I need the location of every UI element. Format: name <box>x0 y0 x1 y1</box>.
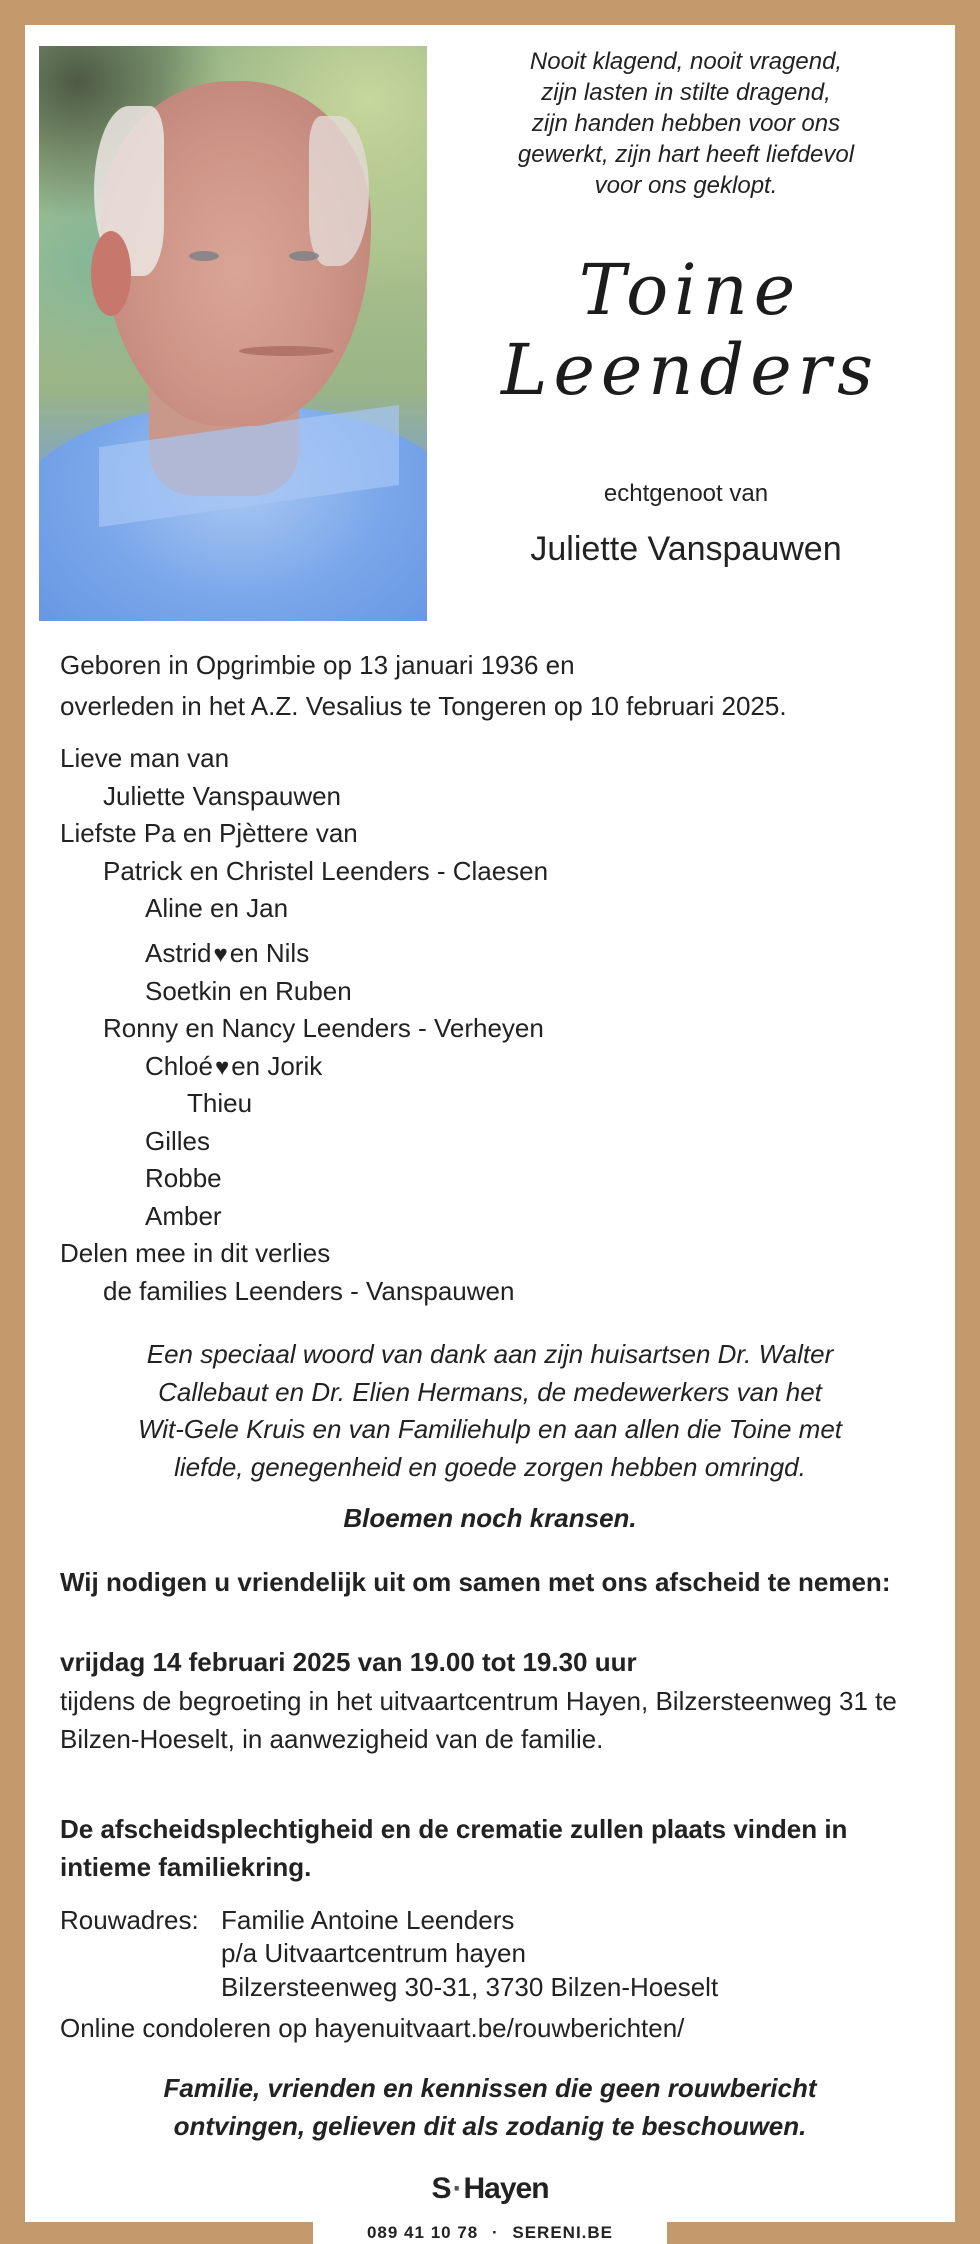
family-member-name: Thieu <box>187 1088 253 1118</box>
family-member-name: Chloé <box>145 1051 213 1081</box>
notice-message <box>60 2070 920 2145</box>
family-member-name: Astrid <box>145 938 212 968</box>
heart-icon: ♥ <box>213 941 228 968</box>
notice-line: Familie, vrienden en kennissen die geen rouwbericht <box>163 2073 817 2103</box>
no-flowers-note: Bloemen noch kransen. <box>343 1503 637 1533</box>
family-member-name: Patrick en Christel Leenders - Claesen <box>103 856 549 886</box>
family-member-name: Ronny en Nancy Leenders - Verheyen <box>103 1013 544 1043</box>
spouse-label: echtgenoot van <box>603 480 769 507</box>
deceased-last-name: Leenders <box>500 329 880 411</box>
online-condolence-link[interactable]: Online condoleren op hayenuitvaart.be/rouwberichten/ <box>60 2013 685 2043</box>
family-member-name: Robbe <box>145 1163 222 1193</box>
family-member-name: Lieve man van <box>60 743 230 773</box>
family-member-name: Aline en Jan <box>145 893 289 923</box>
address-line: p/a Uitvaartcentrum hayen <box>221 1938 526 1968</box>
thanks-message <box>60 1336 920 1486</box>
family-member-row <box>103 1013 544 1044</box>
photo-eye <box>289 251 319 261</box>
quote-line: voor ons geklopt. <box>594 172 778 199</box>
family-member-row <box>187 1088 252 1119</box>
family-member-row <box>103 781 341 812</box>
family-member-row <box>145 1163 222 1194</box>
family-member-row <box>60 818 358 849</box>
quote-line: zijn lasten in stilte dragend, <box>541 79 831 106</box>
birth-line: Geboren in Opgrimbie op 13 januari 1936 en <box>60 650 575 680</box>
logo-s-mark: S <box>431 2172 451 2205</box>
family-member-row <box>145 1051 322 1082</box>
thanks-line: liefde, genegenheid en goede zorgen hebben omringd. <box>174 1451 806 1482</box>
family-member-row <box>145 893 288 924</box>
notice-line: ontvingen, gelieven dit als zodanig te beschouwen. <box>173 2110 807 2141</box>
quote-line: Nooit klagend, nooit vragend, <box>529 48 843 75</box>
spouse-name: Juliette Vanspauwen <box>530 530 842 568</box>
family-member-row <box>145 1126 210 1157</box>
visitation-datetime: vrijdag 14 februari 2025 van 19.00 tot 19.30 uur <box>60 1647 637 1677</box>
family-member-row <box>145 938 309 969</box>
thanks-line: Callebaut en Dr. Elien Hermans, de medewerkers van het <box>158 1376 822 1407</box>
family-member-row <box>103 1276 514 1307</box>
photo-eye <box>189 251 219 261</box>
family-member-row <box>60 1238 330 1269</box>
footer-contact <box>313 2222 667 2244</box>
logo-dot: · <box>452 2172 462 2205</box>
thanks-line: Wit-Gele Kruis en van Familiehulp en aan allen die Toine met <box>137 1414 843 1444</box>
family-member-partner: en Jorik <box>231 1051 323 1081</box>
portrait-photo <box>39 46 427 621</box>
photo-mouth <box>239 346 334 356</box>
website-link[interactable]: SERENI.BE <box>512 2223 614 2242</box>
family-member-partner: en Nils <box>229 938 310 968</box>
family-member-row <box>103 856 548 887</box>
address-line: Bilzersteenweg 30-31, 3730 Bilzen-Hoeselt <box>221 1972 719 2002</box>
family-member-row <box>145 976 352 1007</box>
family-member-name: Soetkin en Ruben <box>145 976 352 1006</box>
photo-ear <box>91 231 131 316</box>
quote-line: gewerkt, zijn hart heeft liefdevol <box>517 141 855 168</box>
family-member-name: Liefste Pa en Pjèttere van <box>60 818 358 848</box>
family-member-name: de families Leenders - Vanspauwen <box>103 1276 515 1306</box>
separator-dot: · <box>491 2223 499 2242</box>
memorial-quote <box>460 46 912 201</box>
thanks-line: Een speciaal woord van dank aan zijn huisartsen Dr. Walter <box>146 1339 834 1369</box>
address-line: Familie Antoine Leenders <box>221 1905 515 1935</box>
quote-line: zijn handen hebben voor ons <box>531 110 841 137</box>
family-member-name: Delen mee in dit verlies <box>60 1238 331 1268</box>
visitation-location: tijdens de begroeting in het uitvaartcentrum Hayen, Bilzersteenweg 31 te Bilzen-Hoeselt, in aanwezigheid van de familie. <box>60 1686 897 1754</box>
invitation-text: Wij nodigen u vriendelijk uit om samen met ons afscheid te nemen: <box>60 1567 891 1597</box>
ceremony-note: De afscheidsplechtigheid en de crematie zullen plaats vinden in intieme familiekring. <box>60 1814 848 1882</box>
address-label: Rouwadres: <box>60 1905 199 1935</box>
funeral-home-logo <box>313 2172 667 2206</box>
photo-hair <box>309 116 369 266</box>
family-member-name: Juliette Vanspauwen <box>103 781 342 811</box>
deceased-first-name: Toine <box>578 249 802 331</box>
birth-death-info <box>60 645 787 727</box>
phone-number[interactable]: 089 41 10 78 <box>366 2223 479 2242</box>
family-member-name: Gilles <box>145 1126 211 1156</box>
death-line: overleden in het A.Z. Vesalius te Tongeren op 10 februari 2025. <box>60 691 787 721</box>
family-member-row <box>145 1201 222 1232</box>
family-member-row <box>60 743 229 774</box>
family-member-name: Amber <box>145 1201 222 1231</box>
heart-icon: ♥ <box>214 1054 230 1081</box>
logo-name: Hayen <box>463 2172 549 2205</box>
